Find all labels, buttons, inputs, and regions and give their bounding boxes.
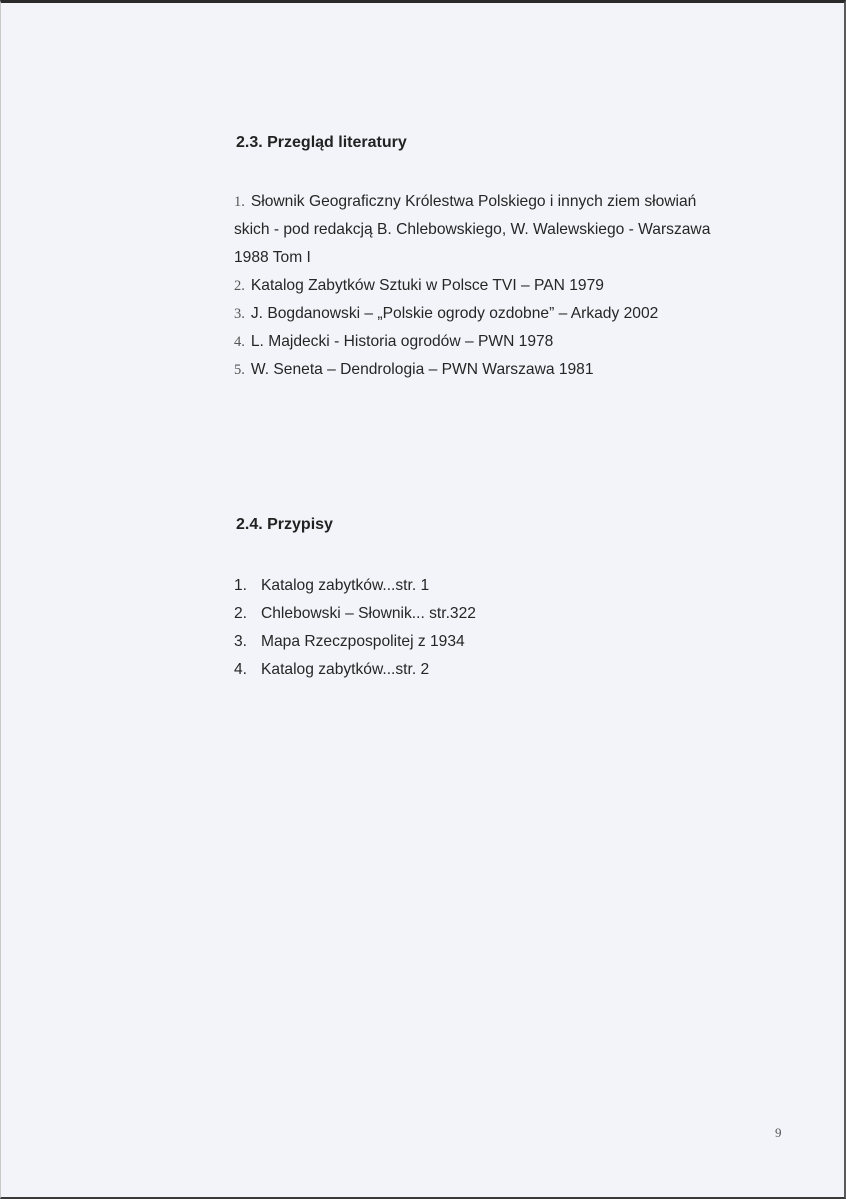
item-text: Katalog zabytków...str. 2 [261, 661, 430, 678]
item-text: L. Majdecki - Historia ogrodów – PWN 1978 [250, 333, 554, 350]
item-number: 5. [234, 362, 245, 378]
item-text: J. Bogdanowski – „Polskie ogrody ozdobne” – Arkady 2002 [250, 305, 659, 322]
footnote-item [234, 600, 734, 628]
footnotes-list [234, 572, 734, 684]
footnote-item [234, 572, 734, 600]
item-text: Mapa Rzeczpospolitej z 1934 [261, 633, 465, 650]
item-number: 3. [234, 633, 248, 650]
item-number: 2. [234, 278, 245, 294]
footnote-item [234, 656, 734, 684]
item-text: 1988 Tom I [234, 249, 311, 266]
item-text: Katalog zabytków...str. 1 [261, 577, 430, 594]
item-number: 1. [234, 194, 245, 210]
literature-list [234, 188, 774, 384]
item-text: W. Seneta – Dendrologia – PWN Warszawa 1981 [250, 361, 594, 378]
section-heading-literature: 2.3. Przegląd literatury [236, 134, 407, 151]
item-text: skich - pod redakcją B. Chlebowskiego, W. Walewskiego - Warszawa [234, 221, 711, 238]
literature-item [234, 272, 774, 300]
section-heading-footnotes: 2.4. Przypisy [236, 516, 333, 533]
literature-item [234, 356, 774, 384]
item-number: 4. [234, 334, 245, 350]
item-number: 4. [234, 661, 248, 678]
item-number: 1. [234, 577, 248, 594]
literature-item [234, 300, 774, 328]
item-number: 3. [234, 306, 245, 322]
literature-item [234, 328, 774, 356]
literature-item [234, 188, 774, 272]
item-text: Katalog Zabytków Sztuki w Polsce TVI – PAN 1979 [250, 277, 604, 294]
item-text: Chlebowski – Słownik... str.322 [261, 605, 476, 622]
page-number: 9 [775, 1125, 782, 1140]
item-number: 2. [234, 605, 248, 622]
item-text: Słownik Geograficzny Królestwa Polskiego i innych ziem słowiań [250, 193, 697, 210]
footnote-item [234, 628, 734, 656]
